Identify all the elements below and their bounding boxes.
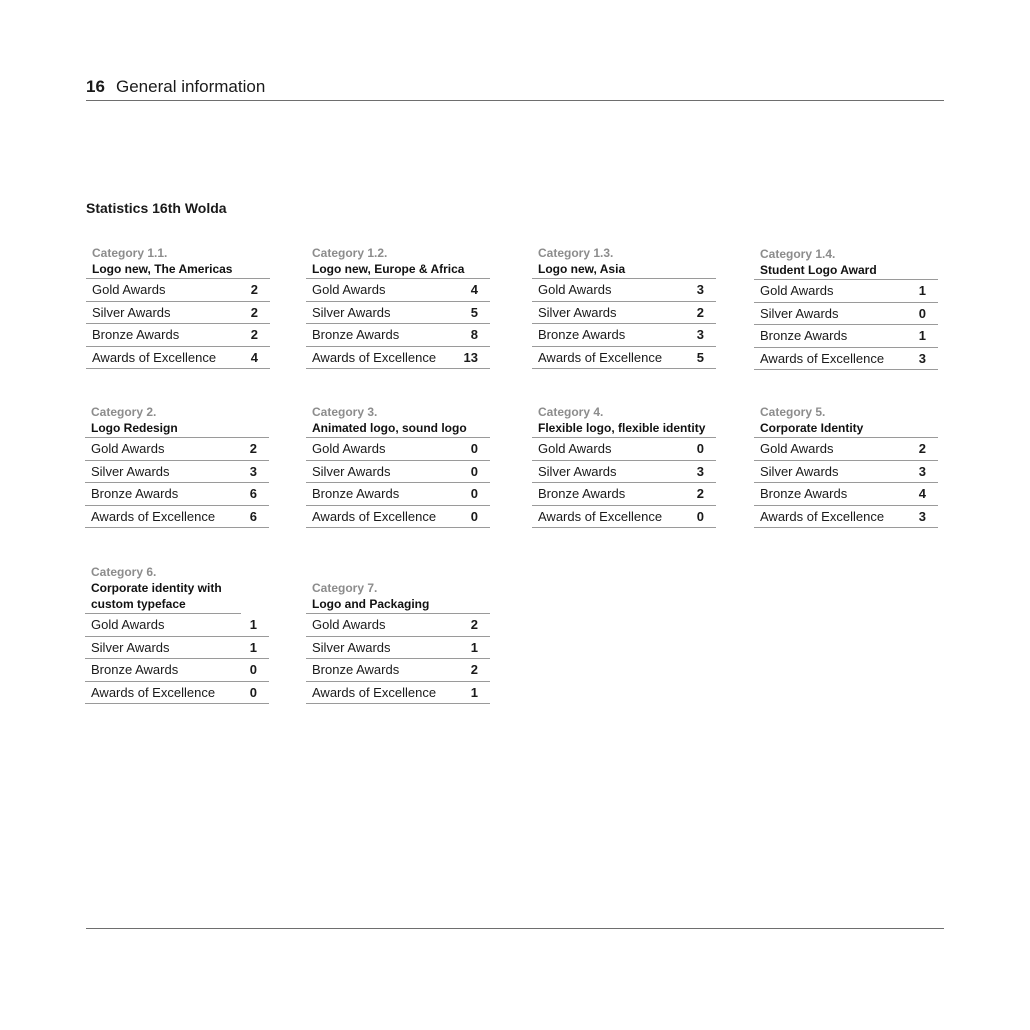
table-row xyxy=(306,483,490,506)
award-label: Silver Awards xyxy=(760,463,839,479)
award-count: 0 xyxy=(470,463,478,479)
award-count: 8 xyxy=(470,327,478,342)
table-row xyxy=(754,303,938,326)
table-row xyxy=(306,279,490,302)
table-row xyxy=(306,324,490,347)
award-count: 3 xyxy=(696,282,704,297)
table-row xyxy=(85,637,269,660)
category-number: Category 6. xyxy=(91,565,157,579)
award-count: 1 xyxy=(470,639,478,655)
table-row xyxy=(532,324,716,347)
award-count: 0 xyxy=(249,684,257,700)
table-row xyxy=(754,506,938,529)
category-name: Corporate Identity xyxy=(754,420,938,438)
category-table xyxy=(754,246,938,370)
table-row xyxy=(532,438,716,461)
award-label: Gold Awards xyxy=(312,441,386,456)
award-label: Gold Awards xyxy=(312,282,386,297)
award-label: Bronze Awards xyxy=(92,327,180,342)
table-row xyxy=(306,461,490,484)
award-label: Silver Awards xyxy=(538,463,617,479)
award-label: Bronze Awards xyxy=(312,662,400,677)
award-label: Awards of Excellence xyxy=(538,508,663,524)
table-row xyxy=(306,614,490,637)
award-count: 0 xyxy=(249,662,257,677)
award-count: 2 xyxy=(470,617,478,632)
award-label: Gold Awards xyxy=(538,441,612,456)
award-count: 3 xyxy=(696,463,704,479)
award-count: 0 xyxy=(918,305,926,321)
category-name: Logo new, The Americas xyxy=(86,261,270,279)
table-row xyxy=(85,659,269,682)
award-count: 4 xyxy=(918,486,926,501)
award-count: 2 xyxy=(470,662,478,677)
table-row xyxy=(306,682,490,705)
award-label: Awards of Excellence xyxy=(760,508,885,524)
award-label: Bronze Awards xyxy=(760,486,848,501)
footer-rule xyxy=(86,928,944,929)
award-label: Awards of Excellence xyxy=(91,508,216,524)
table-row xyxy=(532,483,716,506)
award-count: 1 xyxy=(918,328,926,343)
category-name: Logo and Packaging xyxy=(306,596,490,614)
award-label: Silver Awards xyxy=(92,304,171,320)
table-row xyxy=(306,347,490,370)
category-number: Category 1.1. xyxy=(92,246,168,260)
award-count: 4 xyxy=(470,282,478,297)
award-label: Silver Awards xyxy=(312,639,391,655)
table-row xyxy=(532,506,716,529)
category-number: Category 1.4. xyxy=(760,247,836,261)
award-count: 13 xyxy=(463,349,478,365)
table-row xyxy=(306,302,490,325)
table-row xyxy=(754,348,938,371)
award-label: Silver Awards xyxy=(538,304,617,320)
table-row xyxy=(532,347,716,370)
table-row xyxy=(754,438,938,461)
award-label: Gold Awards xyxy=(538,282,612,297)
award-count: 0 xyxy=(696,441,704,456)
award-count: 1 xyxy=(249,639,257,655)
table-row xyxy=(86,324,270,347)
table-row xyxy=(86,279,270,302)
table-row xyxy=(85,614,269,637)
award-label: Bronze Awards xyxy=(312,486,400,501)
award-count: 0 xyxy=(470,486,478,501)
category-number: Category 4. xyxy=(538,405,604,419)
award-count: 1 xyxy=(470,684,478,700)
award-count: 2 xyxy=(918,441,926,456)
award-label: Gold Awards xyxy=(760,441,834,456)
award-label: Bronze Awards xyxy=(760,328,848,343)
category-table xyxy=(306,404,490,528)
table-row xyxy=(306,506,490,529)
award-label: Bronze Awards xyxy=(91,486,179,501)
category-table xyxy=(754,404,938,528)
table-row xyxy=(306,659,490,682)
award-count: 0 xyxy=(696,508,704,524)
category-table xyxy=(306,580,490,704)
page-number: 16 xyxy=(86,77,105,96)
award-count: 2 xyxy=(696,486,704,501)
category-name: Logo Redesign xyxy=(85,420,269,438)
table-row xyxy=(532,461,716,484)
award-label: Awards of Excellence xyxy=(538,349,663,365)
category-table xyxy=(85,404,269,528)
table-row xyxy=(85,506,269,529)
table-row xyxy=(86,302,270,325)
award-label: Awards of Excellence xyxy=(92,349,217,365)
category-name: Flexible logo, flexible identity xyxy=(532,420,716,438)
award-count: 2 xyxy=(696,304,704,320)
award-label: Gold Awards xyxy=(91,441,165,456)
category-table xyxy=(532,245,716,369)
category-number: Category 1.2. xyxy=(312,246,388,260)
table-row xyxy=(85,461,269,484)
table-row xyxy=(754,280,938,303)
table-row xyxy=(85,682,269,705)
table-row xyxy=(754,461,938,484)
award-count: 0 xyxy=(470,441,478,456)
award-label: Gold Awards xyxy=(312,617,386,632)
award-count: 6 xyxy=(249,508,257,524)
table-row xyxy=(306,637,490,660)
award-count: 2 xyxy=(250,327,258,342)
award-label: Awards of Excellence xyxy=(760,350,885,366)
award-label: Bronze Awards xyxy=(312,327,400,342)
category-number: Category 2. xyxy=(91,405,157,419)
award-count: 2 xyxy=(250,282,258,297)
award-label: Awards of Excellence xyxy=(312,349,437,365)
table-row xyxy=(85,438,269,461)
award-count: 3 xyxy=(918,463,926,479)
category-name: Logo new, Asia xyxy=(532,261,716,279)
category-number: Category 1.3. xyxy=(538,246,614,260)
category-table xyxy=(85,564,269,704)
table-row xyxy=(306,438,490,461)
award-label: Awards of Excellence xyxy=(312,684,437,700)
category-name: Logo new, Europe & Africa xyxy=(306,261,490,279)
award-label: Silver Awards xyxy=(91,639,170,655)
category-table xyxy=(86,245,270,369)
award-label: Bronze Awards xyxy=(538,327,626,342)
award-count: 5 xyxy=(470,304,478,320)
award-label: Gold Awards xyxy=(91,617,165,632)
category-number: Category 5. xyxy=(760,405,826,419)
award-count: 5 xyxy=(696,349,704,365)
award-label: Gold Awards xyxy=(760,283,834,298)
award-label: Bronze Awards xyxy=(91,662,179,677)
table-row xyxy=(532,279,716,302)
award-label: Silver Awards xyxy=(91,463,170,479)
award-count: 2 xyxy=(250,304,258,320)
award-count: 3 xyxy=(918,350,926,366)
table-row xyxy=(754,325,938,348)
table-row xyxy=(532,302,716,325)
award-label: Silver Awards xyxy=(760,305,839,321)
award-count: 2 xyxy=(249,441,257,456)
section-title: General information xyxy=(116,77,266,96)
table-row xyxy=(86,347,270,370)
category-number: Category 7. xyxy=(312,581,378,595)
category-name: Student Logo Award xyxy=(754,262,938,280)
table-row xyxy=(85,483,269,506)
category-name: Animated logo, sound logo xyxy=(306,420,490,438)
statistics-title: Statistics 16th Wolda xyxy=(86,200,227,216)
award-count: 3 xyxy=(696,327,704,342)
award-label: Awards of Excellence xyxy=(312,508,437,524)
category-number: Category 3. xyxy=(312,405,378,419)
award-label: Gold Awards xyxy=(92,282,166,297)
award-label: Bronze Awards xyxy=(538,486,626,501)
award-count: 0 xyxy=(470,508,478,524)
table-row xyxy=(754,483,938,506)
category-table xyxy=(306,245,490,369)
category-name: Corporate identity with custom typeface xyxy=(85,580,241,614)
page-header xyxy=(86,76,944,101)
category-table xyxy=(532,404,716,528)
award-count: 3 xyxy=(249,463,257,479)
award-count: 4 xyxy=(250,349,258,365)
award-count: 3 xyxy=(918,508,926,524)
award-count: 1 xyxy=(918,283,926,298)
award-label: Silver Awards xyxy=(312,463,391,479)
award-label: Silver Awards xyxy=(312,304,391,320)
award-label: Awards of Excellence xyxy=(91,684,216,700)
award-count: 1 xyxy=(249,617,257,632)
award-count: 6 xyxy=(249,486,257,501)
